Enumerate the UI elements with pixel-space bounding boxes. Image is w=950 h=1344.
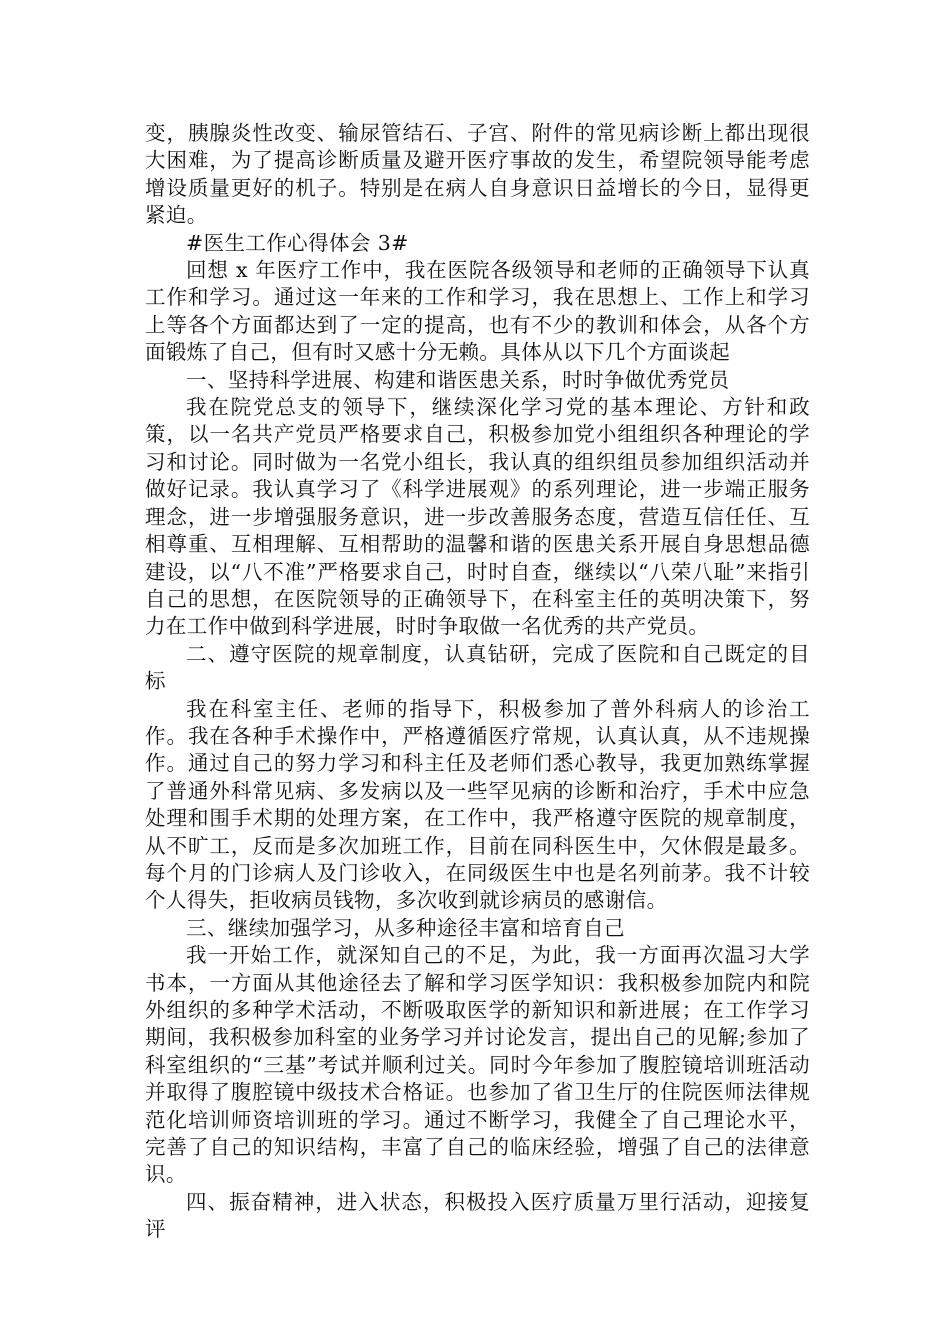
paragraph-intro: 回想 x 年医疗工作中，我在医院各级领导和老师的正确领导下认真工作和学习。通过这一年来的工作和学习，我在思想上、工作上和学习上等各个方面都达到了一定的提高，也有不少的教训和体会，从各个方面锻炼了自己，但有时又感十分无赖。具体从以下几个方面谈起 [145, 258, 810, 365]
subheading-3: 三、继续加强学习，从多种途径丰富和培育自己 [186, 915, 625, 940]
section-heading-3: #医生工作心得体会 3# [186, 230, 409, 255]
subheading-4: 四、振奋精神，进入状态，积极投入医疗质量万里行活动，迎接复评 [145, 1189, 810, 1242]
document-body [145, 120, 810, 1244]
paragraph-study: 我一开始工作，就深知自己的不足，为此，我一方面再次温习大学书本，一方面从其他途径去了解和学习医学知识：我积极参加院内和院外组织的多种学术活动，不断吸取医学的新知识和新进展；在工作学习期间，我积极参加科室的业务学习并讨论发言，提出自己的见解;参加了科室组织的“三基”考试并顺利过关。同时今年参加了腹腔镜培训班活动并取得了腹腔镜中级技术合格证。也参加了省卫生厅的住院医师法律规范化培训师资培训班的学习。通过不断学习，我健全了自己理论水平，完善了自己的知识结构，丰富了自己的临床经验，增强了自己的法律意识。 [145, 943, 810, 1187]
paragraph-party: 我在院党总支的领导下，继续深化学习党的基本理论、方针和政策，以一名共产党员严格要求自己，积极参加党小组组织各种理论的学习和讨论。同时做为一名党小组长，我认真的组织组员参加组织活动并做好记录。我认真学习了《科学进展观》的系列理论，进一步端正服务理念，进一步增强服务意识，进一步改善服务态度，营造互信任任、互相尊重、互相理解、互相帮助的温馨和谐的医患关系开展自身思想品德建设，以“八不准”严格要求自己，时时自查，继续以“八荣八耻”来指引自己的思想，在医院领导的正确领导下，在科室主任的英明决策下，努力在工作中做到科学进展，时时争取做一名优秀的共产党员。 [145, 395, 810, 639]
paragraph-work: 我在科室主任、老师的指导下，积极参加了普外科病人的诊治工作。我在各种手术操作中，严格遵循医疗常规，认真认真，从不违规操作。通过自己的努力学习和科主任及老师们悉心教导，我更加熟练掌握了普通外科常见病、多发病以及一些罕见病的诊断和治疗，手术中应急处理和围手术期的处理方案，在工作中，我严格遵守医院的规章制度，从不旷工，反而是多次加班工作，目前在同科医生中，欠休假是最多。每个月的门诊病人及门诊收入，在同级医生中也是名列前茅。我不计较个人得失，拒收病员钱物，多次收到就诊病员的感谢信。 [145, 696, 810, 913]
subheading-1: 一、坚持科学进展、构建和谐医患关系，时时争做优秀党员 [186, 367, 730, 392]
paragraph-continuation: 变，胰腺炎性改变、输尿管结石、子宫、附件的常见病诊断上都出现很大困难，为了提高诊断质量及避开医疗事故的发生，希望院领导能考虑增设质量更好的机子。特别是在病人自身意识日益增长的今日，显得更紧迫。 [145, 121, 810, 228]
subheading-2: 二、遵守医院的规章制度，认真钻研，完成了医院和自己既定的目标 [145, 641, 810, 694]
